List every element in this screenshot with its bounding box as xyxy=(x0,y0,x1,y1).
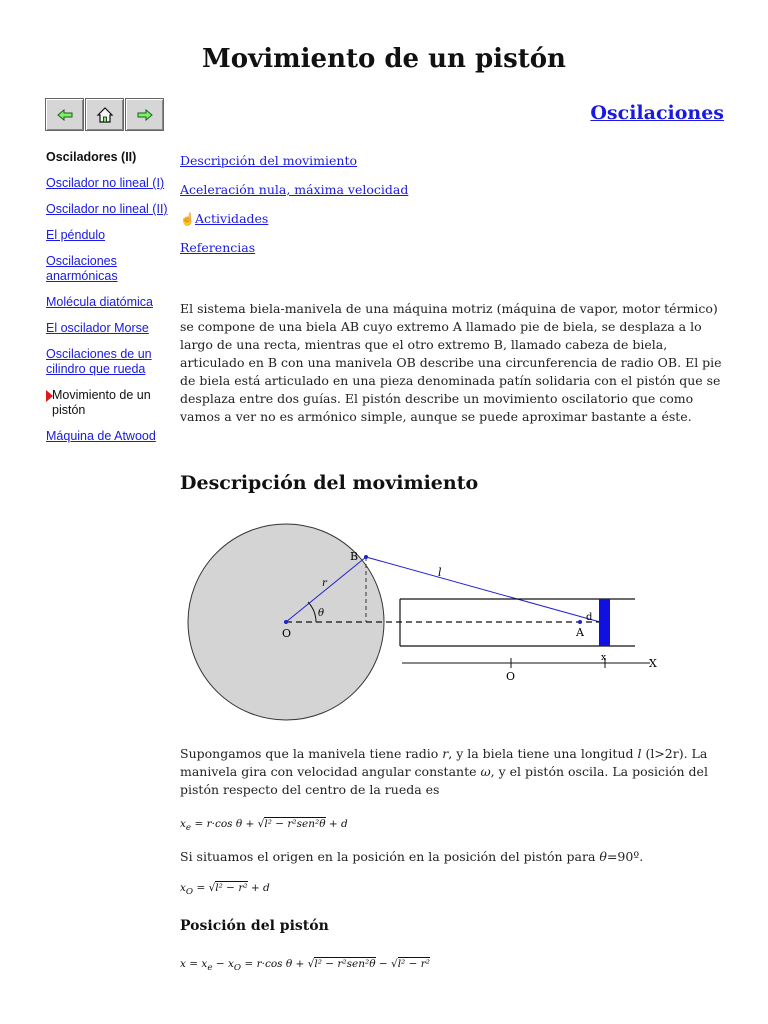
sidebar xyxy=(46,150,172,455)
paragraph-origen xyxy=(180,849,643,864)
home-button[interactable] xyxy=(85,98,124,131)
sidebar-heading: Osciladores (II) xyxy=(46,150,137,164)
point-A xyxy=(578,620,582,624)
subsection-title: Posición del pistón xyxy=(180,918,329,934)
table-of-contents xyxy=(180,153,408,269)
p2-var-r: r xyxy=(442,746,449,761)
nav-buttons xyxy=(45,98,165,131)
p2-text-a: Supongamos que la manivela tiene radio xyxy=(180,746,443,761)
prev-icon xyxy=(57,109,73,121)
prev-button[interactable] xyxy=(45,98,84,131)
sidebar-current-label: Movimiento de un pistón xyxy=(52,388,151,417)
diagram-label-d: d xyxy=(586,612,593,623)
section-title: Descripción del movimiento xyxy=(180,472,479,494)
point-B xyxy=(364,555,368,559)
p2-text-d: , y el pistón oscila. La posición del pistón respecto del centro de la rueda es xyxy=(180,764,708,797)
toc-link-actividades[interactable]: Actividades xyxy=(194,211,269,226)
crank-piston-diagram xyxy=(180,512,680,732)
sidebar-item-oscilador-morse[interactable]: El oscilador Morse xyxy=(46,321,149,335)
sidebar-item-oscilador-no-lineal-2[interactable]: Oscilador no lineal (II) xyxy=(46,202,168,216)
point-O xyxy=(284,620,288,624)
diagram-label-theta: θ xyxy=(318,608,325,619)
diagram-label-l: l xyxy=(438,566,442,579)
diagram-label-x: x xyxy=(601,653,607,663)
toc-actividades xyxy=(180,211,408,226)
diagram-label-r: r xyxy=(322,578,327,589)
intro-paragraph: El sistema biela-manivela de una máquina motriz (máquina de vapor, motor térmico) se compone de una biela AB cuyo extremo A llamado pie de biela, se desplaza a lo largo de una recta, mientras que el otro extremo B, llamado cabeza de biela, articulado en B con una manivela OB describe una circunferencia de radio OB. El pie de biela está articulado en una pieza denominada patín solidaria con el pistón que se desplaza entre dos guías. El pistón describe un movimiento oscilatorio que como vamos a ver no es armónico simple, aunque se puede aproximar bastante a éste. xyxy=(180,301,722,424)
formula-piston-position: $x = x_e - x_O = r\cdot\cos$ θ + √l² − r²sen²θ − √l² − r² xyxy=(180,958,430,974)
sidebar-item-oscilaciones-anarmonicas[interactable]: Oscilaciones anarmónicas xyxy=(46,254,118,283)
page-title: Movimiento de un pistón xyxy=(202,44,566,74)
p2-text-c: (l>2r). La manivela gira con velocidad angular constante xyxy=(180,746,708,779)
p3-text-a: Si situamos el origen en la posición en la posición del pistón para xyxy=(180,849,600,864)
p2-var-l: l xyxy=(637,746,642,761)
toc-link-aceleracion[interactable]: Aceleración nula, máxima velocidad xyxy=(180,182,409,197)
next-icon xyxy=(137,109,153,121)
formula-origin: $x_O = √l^2 - r^2 + d$ xyxy=(180,882,270,898)
sidebar-item-pendulo[interactable]: El péndulo xyxy=(46,228,106,242)
toc-link-referencias[interactable]: Referencias xyxy=(180,240,256,255)
sidebar-item-maquina-atwood[interactable]: Máquina de Atwood xyxy=(46,429,156,443)
next-button[interactable] xyxy=(125,98,164,131)
diagram-label-X: X xyxy=(649,657,657,670)
hand-pointer-icon: ☝ xyxy=(180,211,195,226)
oscilaciones-link[interactable]: Oscilaciones xyxy=(590,102,724,124)
formula-position-center: $x_e = r\cdot\cos$ θ + √l² − r²sen²θ + d xyxy=(180,818,348,834)
sidebar-item-cilindro-rueda[interactable]: Oscilaciones de un cilindro que rueda xyxy=(46,347,152,376)
p3-var-theta: θ xyxy=(599,849,607,864)
home-icon xyxy=(96,106,114,124)
diagram-label-O: O xyxy=(282,627,292,640)
p2-text-b: , y la biela tiene una longitud xyxy=(448,746,638,761)
diagram-label-A: A xyxy=(576,626,584,639)
sidebar-item-molecula-diatomica[interactable]: Molécula diatómica xyxy=(46,295,153,309)
toc-link-descripcion[interactable]: Descripción del movimiento xyxy=(180,153,358,168)
p3-text-b: =90º. xyxy=(606,849,644,864)
piston xyxy=(599,599,610,646)
paragraph-manivela xyxy=(180,745,732,799)
sidebar-item-oscilador-no-lineal-1[interactable]: Oscilador no lineal (I) xyxy=(46,176,165,190)
diagram-label-B: B xyxy=(350,550,359,563)
connecting-rod-AB xyxy=(366,557,600,622)
sidebar-item-current xyxy=(46,388,172,418)
current-page-marker-icon xyxy=(46,390,53,402)
p2-var-omega: ω xyxy=(480,764,491,779)
diagram-label-axis-O: O xyxy=(506,670,516,683)
